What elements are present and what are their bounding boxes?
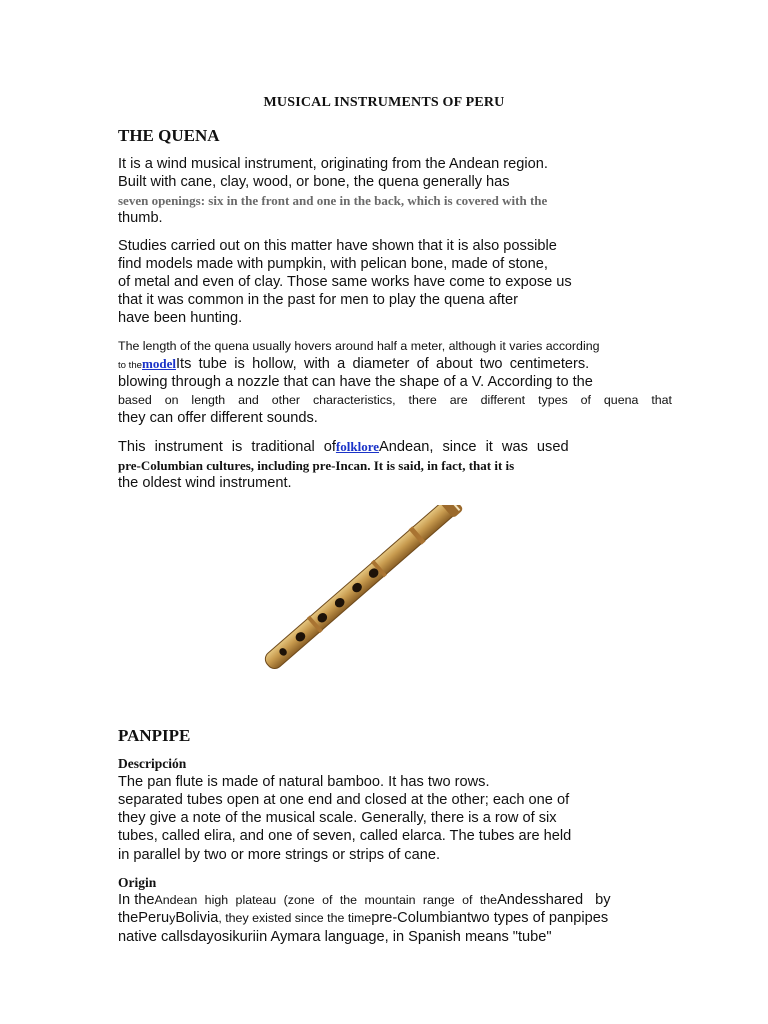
quena-p1-line3: seven openings: six in the front and one in the back, which is covered with the (118, 193, 548, 208)
text-fragment: Peru (138, 910, 170, 926)
quena-flute-image (240, 505, 470, 685)
panpipe-origin-line3: native callsdayosikuriin Aymara language, in Spanish means "tube" (118, 929, 552, 945)
quena-heading: THE QUENA (118, 126, 220, 145)
quena-p4-line2: pre-Columbian cultures, including pre-Incan. It is said, in fact, that it is (118, 458, 515, 473)
text-fragment: Andean, since it was used (379, 439, 569, 455)
text-fragment: shared by (538, 892, 611, 908)
text-fragment: In the (118, 892, 155, 908)
text-fragment: Andes (497, 892, 539, 908)
quena-p2-line4: that it was common in the past for men to play the quena after (118, 292, 518, 308)
quena-p4-line3: the oldest wind instrument. (118, 475, 292, 491)
quena-p2-line2: find models made with pumpkin, with pelican bone, made of stone, (118, 256, 548, 272)
panpipe-desc-line1: The pan flute is made of natural bamboo. It has two rows. (118, 774, 490, 790)
quena-p4-line1 (118, 438, 569, 456)
text-fragment: two types of panpipes (466, 910, 609, 926)
panpipe-heading: PANPIPE (118, 726, 191, 745)
quena-p3-line2 (118, 355, 589, 375)
description-heading: Descripción (118, 756, 187, 771)
quena-p1-line4: thumb. (118, 210, 163, 226)
text-fragment: to the (118, 360, 143, 371)
text-fragment: This instrument is traditional of (118, 439, 336, 455)
quena-p1-line2: Built with cane, clay, wood, or bone, the quena generally has (118, 174, 510, 190)
quena-p2-line3: of metal and even of clay. Those same works have come to expose us (118, 274, 572, 290)
quena-p3-line4: based on length and other characteristics, there are different types of quena that (118, 393, 672, 407)
quena-p2-line1: Studies carried out on this matter have shown that it is also possible (118, 238, 557, 254)
quena-p3-line5: they can offer different sounds. (118, 410, 318, 426)
text-fragment: Bolivia (175, 910, 219, 926)
text-fragment: Andean high plateau (zone of the mountain range of the (154, 893, 498, 907)
quena-p3-line3: blowing through a nozzle that can have the shape of a V. According to the (118, 374, 593, 390)
panpipe-desc-line3: they give a note of the musical scale. Generally, there is a row of six (118, 810, 557, 826)
panpipe-origin-line2 (118, 909, 608, 927)
text-fragment: pre-Columbian (371, 910, 467, 926)
panpipe-origin-line1 (118, 891, 611, 909)
folklore-link[interactable]: folklore (335, 439, 380, 454)
page-title: MUSICAL INSTRUMENTS OF PERU (263, 95, 505, 110)
model-link[interactable]: model (142, 356, 176, 371)
text-fragment: the (118, 910, 139, 926)
quena-p3-line1: The length of the quena usually hovers around half a meter, although it varies according (118, 339, 600, 353)
panpipe-desc-line5: in parallel by two or more strings or strips of cane. (118, 847, 441, 863)
origin-heading: Origin (118, 875, 157, 890)
quena-p1-line1: It is a wind musical instrument, originating from the Andean region. (118, 156, 548, 172)
text-fragment: , they existed since the time (218, 911, 372, 925)
text-fragment: Its tube is hollow, with a diameter of about two centimeters. (175, 356, 590, 372)
text-fragment: y (169, 911, 176, 925)
panpipe-desc-line2: separated tubes open at one end and closed at the other; each one of (118, 792, 570, 808)
quena-p2-line5: have been hunting. (118, 310, 243, 326)
panpipe-desc-line4: tubes, called elira, and one of seven, called elarca. The tubes are held (118, 828, 572, 844)
